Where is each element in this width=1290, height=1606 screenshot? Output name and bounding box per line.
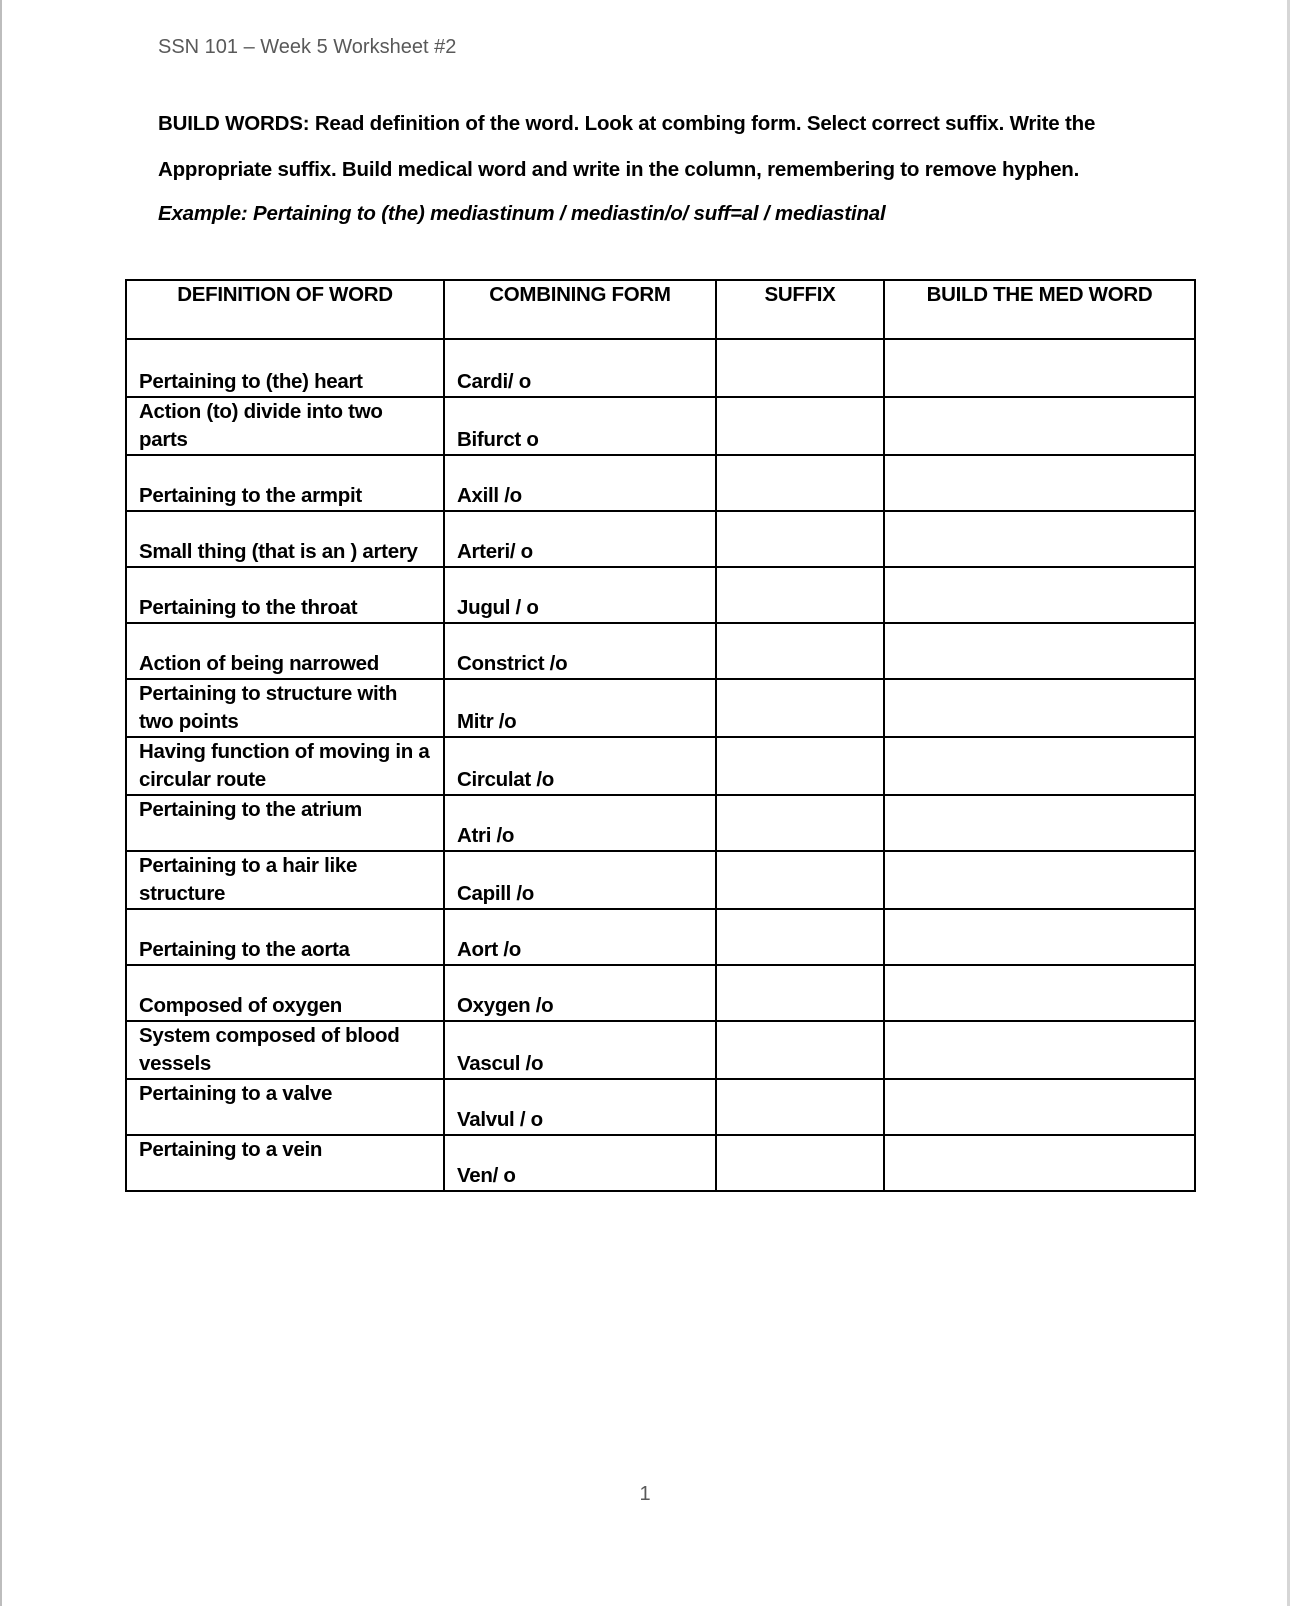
- column-header-combining-form: COMBINING FORM: [444, 280, 716, 339]
- table-header-row: [126, 280, 1195, 339]
- med-word-cell[interactable]: [884, 679, 1195, 737]
- page-number: 1: [639, 1483, 651, 1505]
- table-row: [126, 397, 1195, 455]
- column-header-suffix: SUFFIX: [716, 280, 884, 339]
- table-row: [126, 1135, 1195, 1191]
- suffix-cell[interactable]: [716, 511, 884, 567]
- combining-form-cell: Cardi/ o: [444, 339, 716, 397]
- suffix-cell[interactable]: [716, 909, 884, 965]
- table-row: [126, 965, 1195, 1021]
- med-word-cell[interactable]: [884, 965, 1195, 1021]
- med-word-cell[interactable]: [884, 909, 1195, 965]
- table-row: [126, 455, 1195, 511]
- med-word-cell[interactable]: [884, 1021, 1195, 1079]
- combining-form-cell: Circulat /o: [444, 737, 716, 795]
- table-row: [126, 851, 1195, 909]
- definition-cell: Pertaining to the armpit: [126, 455, 444, 511]
- combining-form-cell: Aort /o: [444, 909, 716, 965]
- definition-cell: Pertaining to a valve: [126, 1079, 444, 1135]
- suffix-cell[interactable]: [716, 567, 884, 623]
- table-row: [126, 795, 1195, 851]
- suffix-cell[interactable]: [716, 851, 884, 909]
- table-row: [126, 567, 1195, 623]
- definition-cell: Composed of oxygen: [126, 965, 444, 1021]
- instructions-line-1: BUILD WORDS: Read definition of the word. Look at combing form. Select correct suffix. Write the: [158, 112, 1096, 135]
- combining-form-cell: Vascul /o: [444, 1021, 716, 1079]
- combining-form-cell: Atri /o: [444, 795, 716, 851]
- combining-form-cell: Capill /o: [444, 851, 716, 909]
- definition-cell: Having function of moving in a circular route: [126, 737, 444, 795]
- suffix-cell[interactable]: [716, 965, 884, 1021]
- document-header: SSN 101 – Week 5 Worksheet #2: [158, 36, 457, 58]
- combining-form-cell: Mitr /o: [444, 679, 716, 737]
- combining-form-cell: Axill /o: [444, 455, 716, 511]
- suffix-cell[interactable]: [716, 1135, 884, 1191]
- column-header-definition: DEFINITION OF WORD: [126, 280, 444, 339]
- suffix-cell[interactable]: [716, 679, 884, 737]
- med-word-cell[interactable]: [884, 623, 1195, 679]
- table-row: [126, 737, 1195, 795]
- table-row: [126, 909, 1195, 965]
- suffix-cell[interactable]: [716, 623, 884, 679]
- med-word-cell[interactable]: [884, 737, 1195, 795]
- definition-cell: Pertaining to structure with two points: [126, 679, 444, 737]
- definition-cell: Pertaining to the aorta: [126, 909, 444, 965]
- med-word-cell[interactable]: [884, 397, 1195, 455]
- combining-form-cell: Constrict /o: [444, 623, 716, 679]
- combining-form-cell: Ven/ o: [444, 1135, 716, 1191]
- med-word-cell[interactable]: [884, 339, 1195, 397]
- column-header-med-word: BUILD THE MED WORD: [884, 280, 1195, 339]
- suffix-cell[interactable]: [716, 339, 884, 397]
- definition-cell: System composed of blood vessels: [126, 1021, 444, 1079]
- med-word-cell[interactable]: [884, 851, 1195, 909]
- definition-cell: Pertaining to a hair like structure: [126, 851, 444, 909]
- med-word-cell[interactable]: [884, 795, 1195, 851]
- med-word-cell[interactable]: [884, 567, 1195, 623]
- suffix-cell[interactable]: [716, 397, 884, 455]
- combining-form-cell: Jugul / o: [444, 567, 716, 623]
- table-row: [126, 679, 1195, 737]
- combining-form-cell: Arteri/ o: [444, 511, 716, 567]
- suffix-cell[interactable]: [716, 795, 884, 851]
- definition-cell: Pertaining to a vein: [126, 1135, 444, 1191]
- combining-form-cell: Oxygen /o: [444, 965, 716, 1021]
- definition-cell: Action (to) divide into two parts: [126, 397, 444, 455]
- definition-cell: Small thing (that is an ) artery: [126, 511, 444, 567]
- definition-cell: Pertaining to the atrium: [126, 795, 444, 851]
- instructions-example: Example: Pertaining to (the) mediastinum / mediastin/o/ suff=al / mediastinal: [158, 202, 886, 225]
- med-word-cell[interactable]: [884, 1079, 1195, 1135]
- table-row: [126, 511, 1195, 567]
- table-row: [126, 339, 1195, 397]
- combining-form-cell: Valvul / o: [444, 1079, 716, 1135]
- table-row: [126, 623, 1195, 679]
- definition-cell: Pertaining to (the) heart: [126, 339, 444, 397]
- worksheet-table: [125, 279, 1196, 1192]
- med-word-cell[interactable]: [884, 455, 1195, 511]
- suffix-cell[interactable]: [716, 455, 884, 511]
- page-edge-left: [0, 0, 2, 1606]
- definition-cell: Pertaining to the throat: [126, 567, 444, 623]
- instructions-line-2: Appropriate suffix. Build medical word and write in the column, remembering to remove hyphen.: [158, 158, 1080, 181]
- suffix-cell[interactable]: [716, 1079, 884, 1135]
- med-word-cell[interactable]: [884, 1135, 1195, 1191]
- med-word-cell[interactable]: [884, 511, 1195, 567]
- table-row: [126, 1021, 1195, 1079]
- suffix-cell[interactable]: [716, 1021, 884, 1079]
- suffix-cell[interactable]: [716, 737, 884, 795]
- definition-cell: Action of being narrowed: [126, 623, 444, 679]
- table-row: [126, 1079, 1195, 1135]
- combining-form-cell: Bifurct o: [444, 397, 716, 455]
